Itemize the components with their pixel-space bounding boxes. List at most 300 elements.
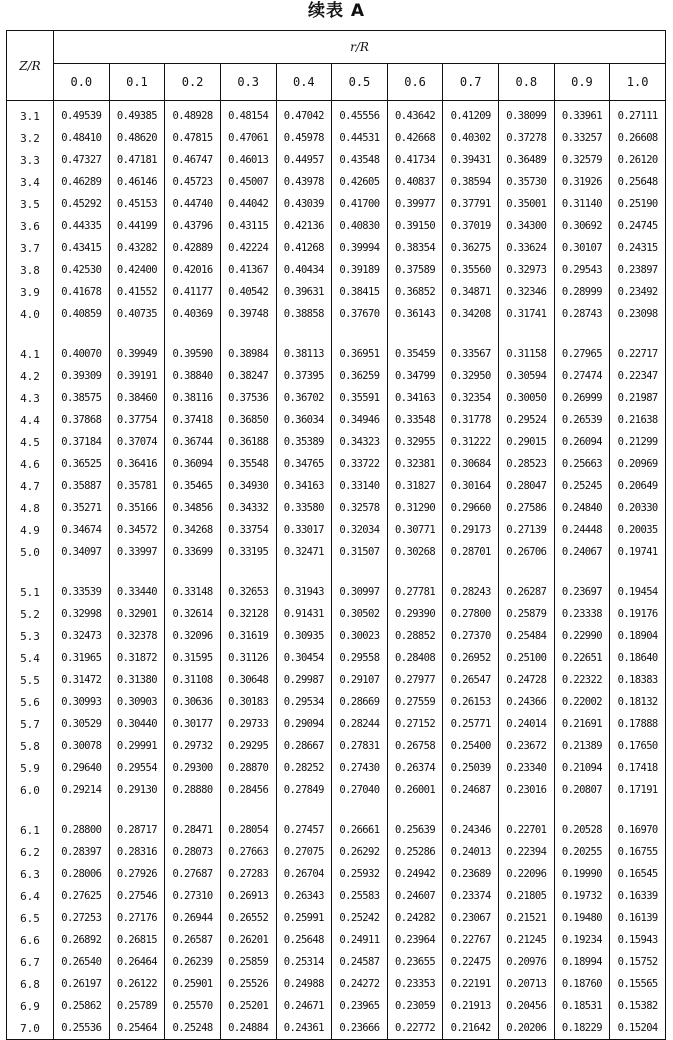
spacer-cell [332, 563, 388, 577]
table-cell: 0.29107 [332, 669, 388, 691]
table-row [7, 757, 666, 779]
table-cell: 0.18640 [610, 647, 666, 669]
table-cell: 0.47181 [109, 149, 165, 171]
table-cell: 0.18132 [610, 691, 666, 713]
table-cell: 0.21987 [610, 387, 666, 409]
table-cell: 0.39431 [443, 149, 499, 171]
group-spacer-row [7, 801, 666, 815]
table-cell: 0.29015 [499, 431, 555, 453]
table-cell: 0.19741 [610, 541, 666, 563]
table-cell: 0.31222 [443, 431, 499, 453]
table-cell: 0.26913 [220, 885, 276, 907]
table-cell: 0.27559 [387, 691, 443, 713]
spacer-cell [332, 801, 388, 815]
table-cell: 0.30183 [220, 691, 276, 713]
table-cell: 0.40837 [387, 171, 443, 193]
row-label-z-over-r: 3.1 [7, 101, 54, 128]
row-label-z-over-r: 4.4 [7, 409, 54, 431]
table-cell: 0.31619 [220, 625, 276, 647]
table-row [7, 281, 666, 303]
table-cell: 0.29534 [276, 691, 332, 713]
table-cell: 0.20206 [499, 1017, 555, 1040]
spacer-cell [443, 563, 499, 577]
table-cell: 0.33699 [165, 541, 221, 563]
table-cell: 0.25991 [276, 907, 332, 929]
table-cell: 0.20255 [554, 841, 610, 863]
table-cell: 0.25464 [109, 1017, 165, 1040]
table-row [7, 387, 666, 409]
table-cell: 0.40859 [54, 303, 110, 325]
table-row [7, 691, 666, 713]
table-cell: 0.34799 [387, 365, 443, 387]
row-label-z-over-r: 6.5 [7, 907, 54, 929]
table-cell: 0.40434 [276, 259, 332, 281]
table-cell: 0.42530 [54, 259, 110, 281]
spacer-cell [610, 801, 666, 815]
table-row [7, 101, 666, 128]
row-label-z-over-r: 4.0 [7, 303, 54, 325]
table-cell: 0.21913 [443, 995, 499, 1017]
table-cell: 0.30594 [499, 365, 555, 387]
table-cell: 0.21691 [554, 713, 610, 735]
table-row [7, 259, 666, 281]
table-cell: 0.15943 [610, 929, 666, 951]
table-row [7, 841, 666, 863]
table-row [7, 973, 666, 995]
table-cell: 0.31943 [276, 577, 332, 603]
row-label-z-over-r: 5.9 [7, 757, 54, 779]
table-cell: 0.31140 [554, 193, 610, 215]
table-cell: 0.30107 [554, 237, 610, 259]
table-cell: 0.18383 [610, 669, 666, 691]
spacer-cell [610, 563, 666, 577]
table-cell: 0.23353 [387, 973, 443, 995]
table-cell: 0.26815 [109, 929, 165, 951]
table-cell: 0.48620 [109, 127, 165, 149]
table-cell: 0.24607 [387, 885, 443, 907]
table-cell: 0.20807 [554, 779, 610, 801]
table-cell: 0.25484 [499, 625, 555, 647]
row-label-z-over-r: 6.1 [7, 815, 54, 841]
table-cell: 0.31926 [554, 171, 610, 193]
table-cell: 0.36416 [109, 453, 165, 475]
table-cell: 0.44335 [54, 215, 110, 237]
table-cell: 0.38575 [54, 387, 110, 409]
table-row [7, 497, 666, 519]
table-cell: 0.33140 [332, 475, 388, 497]
table-cell: 0.19480 [554, 907, 610, 929]
table-cell: 0.35459 [387, 339, 443, 365]
table-cell: 0.24346 [443, 815, 499, 841]
table-cell: 0.28800 [54, 815, 110, 841]
column-header: 0.8 [499, 64, 555, 101]
corner-label-z-over-r: Z/R [7, 31, 54, 101]
table-cell: 0.33961 [554, 101, 610, 128]
table-row [7, 127, 666, 149]
table-cell: 0.47042 [276, 101, 332, 128]
table-cell: 0.33567 [443, 339, 499, 365]
table-cell: 0.26343 [276, 885, 332, 907]
table-cell: 0.26239 [165, 951, 221, 973]
spacer-cell [276, 325, 332, 339]
table-cell: 0.33997 [109, 541, 165, 563]
table-cell: 0.23374 [443, 885, 499, 907]
table-cell: 0.26892 [54, 929, 110, 951]
table-cell: 0.39191 [109, 365, 165, 387]
table-cell: 0.34871 [443, 281, 499, 303]
table-cell: 0.24587 [332, 951, 388, 973]
table-cell: 0.40830 [332, 215, 388, 237]
table-cell: 0.39150 [387, 215, 443, 237]
table-cell: 0.20528 [554, 815, 610, 841]
table-cell: 0.16755 [610, 841, 666, 863]
table-cell: 0.36525 [54, 453, 110, 475]
table-cell: 0.41367 [220, 259, 276, 281]
table-cell: 0.42889 [165, 237, 221, 259]
spacer-cell [220, 801, 276, 815]
table-cell: 0.22651 [554, 647, 610, 669]
table-cell: 0.17418 [610, 757, 666, 779]
spacer-cell [165, 563, 221, 577]
table-cell: 0.28471 [165, 815, 221, 841]
table-cell: 0.30993 [54, 691, 110, 713]
table-cell: 0.22394 [499, 841, 555, 863]
table-cell: 0.27831 [332, 735, 388, 757]
table-cell: 0.44957 [276, 149, 332, 171]
table-cell: 0.28252 [276, 757, 332, 779]
table-cell: 0.27176 [109, 907, 165, 929]
table-cell: 0.18760 [554, 973, 610, 995]
table-cell: 0.42400 [109, 259, 165, 281]
table-row [7, 149, 666, 171]
table-cell: 0.28880 [165, 779, 221, 801]
table-cell: 0.31965 [54, 647, 110, 669]
spacer-cell [499, 801, 555, 815]
row-label-z-over-r: 6.8 [7, 973, 54, 995]
table-cell: 0.34097 [54, 541, 110, 563]
table-cell: 0.19732 [554, 885, 610, 907]
table-cell: 0.17191 [610, 779, 666, 801]
table-cell: 0.29130 [109, 779, 165, 801]
table-cell: 0.29640 [54, 757, 110, 779]
table-cell: 0.22767 [443, 929, 499, 951]
table-cell: 0.27546 [109, 885, 165, 907]
table-cell: 0.35389 [276, 431, 332, 453]
table-cell: 0.30684 [443, 453, 499, 475]
table-cell: 0.30529 [54, 713, 110, 735]
table-cell: 0.34765 [276, 453, 332, 475]
row-label-z-over-r: 4.8 [7, 497, 54, 519]
row-label-z-over-r: 4.3 [7, 387, 54, 409]
table-cell: 0.33440 [109, 577, 165, 603]
table-cell: 0.24671 [276, 995, 332, 1017]
table-cell: 0.34946 [332, 409, 388, 431]
table-cell: 0.47815 [165, 127, 221, 149]
table-cell: 0.30692 [554, 215, 610, 237]
table-cell: 0.35465 [165, 475, 221, 497]
table-cell: 0.31126 [220, 647, 276, 669]
table-cell: 0.21245 [499, 929, 555, 951]
row-label-z-over-r: 6.3 [7, 863, 54, 885]
table-cell: 0.28701 [443, 541, 499, 563]
table-cell: 0.37754 [109, 409, 165, 431]
row-label-z-over-r: 7.0 [7, 1017, 54, 1040]
table-cell: 0.39748 [220, 303, 276, 325]
table-cell: 0.26292 [332, 841, 388, 863]
table-cell: 0.38116 [165, 387, 221, 409]
table-cell: 0.29558 [332, 647, 388, 669]
table-cell: 0.23964 [387, 929, 443, 951]
table-cell: 0.42016 [165, 259, 221, 281]
column-header: 1.0 [610, 64, 666, 101]
table-cell: 0.29987 [276, 669, 332, 691]
table-cell: 0.37395 [276, 365, 332, 387]
table-cell: 0.23655 [387, 951, 443, 973]
table-cell: 0.27781 [387, 577, 443, 603]
column-header: 0.3 [220, 64, 276, 101]
table-cell: 0.42605 [332, 171, 388, 193]
table-cell: 0.48410 [54, 127, 110, 149]
table-cell: 0.24067 [554, 541, 610, 563]
table-cell: 0.25789 [109, 995, 165, 1017]
table-cell: 0.25901 [165, 973, 221, 995]
table-cell: 0.31741 [499, 303, 555, 325]
table-cell: 0.40302 [443, 127, 499, 149]
spacer-cell [276, 801, 332, 815]
table-cell: 0.31827 [387, 475, 443, 497]
table-cell: 0.28408 [387, 647, 443, 669]
table-cell: 0.28870 [220, 757, 276, 779]
table-cell: 0.32096 [165, 625, 221, 647]
table-cell: 0.23016 [499, 779, 555, 801]
row-label-z-over-r: 4.9 [7, 519, 54, 541]
table-cell: 0.46289 [54, 171, 110, 193]
table-cell: 0.35560 [443, 259, 499, 281]
table-cell: 0.15382 [610, 995, 666, 1017]
spacer-cell [7, 801, 54, 815]
table-cell: 0.31108 [165, 669, 221, 691]
table-cell: 0.27926 [109, 863, 165, 885]
table-cell: 0.21299 [610, 431, 666, 453]
table-cell: 0.26120 [610, 149, 666, 171]
table-cell: 0.39309 [54, 365, 110, 387]
table-cell: 0.26153 [443, 691, 499, 713]
table-cell: 0.29991 [109, 735, 165, 757]
table-row [7, 625, 666, 647]
table-cell: 0.27663 [220, 841, 276, 863]
table-cell: 0.23897 [610, 259, 666, 281]
table-cell: 0.26287 [499, 577, 555, 603]
table-cell: 0.31595 [165, 647, 221, 669]
table-cell: 0.25400 [443, 735, 499, 757]
table-cell: 0.32950 [443, 365, 499, 387]
table-cell: 0.15565 [610, 973, 666, 995]
table-cell: 0.37670 [332, 303, 388, 325]
table-cell: 0.39977 [387, 193, 443, 215]
table-cell: 0.36275 [443, 237, 499, 259]
table-cell: 0.38247 [220, 365, 276, 387]
table-cell: 0.37589 [387, 259, 443, 281]
table-cell: 0.24272 [332, 973, 388, 995]
table-cell: 0.30268 [387, 541, 443, 563]
column-header: 0.1 [109, 64, 165, 101]
table-cell: 0.46013 [220, 149, 276, 171]
table-cell: 0.28523 [499, 453, 555, 475]
table-cell: 0.33548 [387, 409, 443, 431]
row-label-z-over-r: 4.7 [7, 475, 54, 497]
table-cell: 0.44042 [220, 193, 276, 215]
table-row [7, 193, 666, 215]
row-label-z-over-r: 5.8 [7, 735, 54, 757]
table-cell: 0.27253 [54, 907, 110, 929]
table-row [7, 951, 666, 973]
table-row [7, 995, 666, 1017]
table-cell: 0.37278 [499, 127, 555, 149]
table-cell: 0.44740 [165, 193, 221, 215]
spacer-cell [220, 563, 276, 577]
table-cell: 0.35166 [109, 497, 165, 519]
table-cell: 0.28999 [554, 281, 610, 303]
table-cell: 0.21638 [610, 409, 666, 431]
table-row [7, 779, 666, 801]
table-cell: 0.49539 [54, 101, 110, 128]
column-header: 0.7 [443, 64, 499, 101]
table-cell: 0.45556 [332, 101, 388, 128]
table-cell: 0.19234 [554, 929, 610, 951]
table-cell: 0.27625 [54, 885, 110, 907]
table-cell: 0.23666 [332, 1017, 388, 1040]
spacer-cell [610, 325, 666, 339]
table-cell: 0.43115 [220, 215, 276, 237]
table-cell: 0.28054 [220, 815, 276, 841]
table-cell: 0.39590 [165, 339, 221, 365]
table-cell: 0.41268 [276, 237, 332, 259]
table-cell: 0.30636 [165, 691, 221, 713]
table-cell: 0.32381 [387, 453, 443, 475]
table-cell: 0.29660 [443, 497, 499, 519]
table-cell: 0.22002 [554, 691, 610, 713]
table-cell: 0.34332 [220, 497, 276, 519]
table-row [7, 929, 666, 951]
table-cell: 0.30440 [109, 713, 165, 735]
table-cell: 0.16339 [610, 885, 666, 907]
table-cell: 0.31290 [387, 497, 443, 519]
row-label-z-over-r: 5.4 [7, 647, 54, 669]
table-cell: 0.40070 [54, 339, 110, 365]
table-cell: 0.36951 [332, 339, 388, 365]
spacer-cell [54, 325, 110, 339]
table-row [7, 215, 666, 237]
table-cell: 0.40735 [109, 303, 165, 325]
table-cell: 0.16545 [610, 863, 666, 885]
spacer-cell [387, 801, 443, 815]
table-cell: 0.35001 [499, 193, 555, 215]
table-cell: 0.43282 [109, 237, 165, 259]
table-row [7, 863, 666, 885]
table-cell: 0.23697 [554, 577, 610, 603]
table-row [7, 237, 666, 259]
table-cell: 0.23672 [499, 735, 555, 757]
column-header: 0.5 [332, 64, 388, 101]
table-cell: 0.34208 [443, 303, 499, 325]
table-cell: 0.38460 [109, 387, 165, 409]
table-cell: 0.33257 [554, 127, 610, 149]
table-cell: 0.34163 [276, 475, 332, 497]
table-cell: 0.20330 [610, 497, 666, 519]
table-cell: 0.30177 [165, 713, 221, 735]
table-cell: 0.25859 [220, 951, 276, 973]
table-cell: 0.31380 [109, 669, 165, 691]
table-cell: 0.36852 [387, 281, 443, 303]
table-cell: 0.24745 [610, 215, 666, 237]
table-cell: 0.32998 [54, 603, 110, 625]
table-cell: 0.25526 [220, 973, 276, 995]
table-cell: 0.28717 [109, 815, 165, 841]
table-cell: 0.21094 [554, 757, 610, 779]
table-row [7, 603, 666, 625]
table-cell: 0.24988 [276, 973, 332, 995]
table-cell: 0.24282 [387, 907, 443, 929]
table-cell: 0.25648 [610, 171, 666, 193]
table-cell: 0.23965 [332, 995, 388, 1017]
table-cell: 0.30903 [109, 691, 165, 713]
table-cell: 0.25286 [387, 841, 443, 863]
table-cell: 0.45723 [165, 171, 221, 193]
table-cell: 0.26758 [387, 735, 443, 757]
table-cell: 0.29214 [54, 779, 110, 801]
table-cell: 0.25879 [499, 603, 555, 625]
table-cell: 0.24911 [332, 929, 388, 951]
table-cell: 0.32354 [443, 387, 499, 409]
spacer-cell [165, 801, 221, 815]
table-cell: 0.18994 [554, 951, 610, 973]
group-spacer-row [7, 325, 666, 339]
table-cell: 0.19176 [610, 603, 666, 625]
table-cell: 0.43642 [387, 101, 443, 128]
table-cell: 0.47061 [220, 127, 276, 149]
table-cell: 0.27040 [332, 779, 388, 801]
table-cell: 0.25583 [332, 885, 388, 907]
row-label-z-over-r: 6.4 [7, 885, 54, 907]
table-cell: 0.26001 [387, 779, 443, 801]
table-cell: 0.34268 [165, 519, 221, 541]
table-row [7, 577, 666, 603]
table-cell: 0.28397 [54, 841, 110, 863]
spacer-cell [443, 325, 499, 339]
table-cell: 0.27310 [165, 885, 221, 907]
table-row [7, 815, 666, 841]
table-cell: 0.25570 [165, 995, 221, 1017]
table-cell: 0.25314 [276, 951, 332, 973]
table-cell: 0.30454 [276, 647, 332, 669]
table-cell: 0.24687 [443, 779, 499, 801]
table-cell: 0.33722 [332, 453, 388, 475]
table-cell: 0.22990 [554, 625, 610, 647]
table-cell: 0.41678 [54, 281, 110, 303]
row-label-z-over-r: 3.9 [7, 281, 54, 303]
spacer-cell [54, 563, 110, 577]
table-cell: 0.43039 [276, 193, 332, 215]
table-cell: 0.27800 [443, 603, 499, 625]
table-cell: 0.38354 [387, 237, 443, 259]
table-cell: 0.16970 [610, 815, 666, 841]
table-cell: 0.32473 [54, 625, 110, 647]
table-row [7, 669, 666, 691]
table-row [7, 303, 666, 325]
table-cell: 0.27687 [165, 863, 221, 885]
table-cell: 0.32901 [109, 603, 165, 625]
row-label-z-over-r: 3.3 [7, 149, 54, 171]
